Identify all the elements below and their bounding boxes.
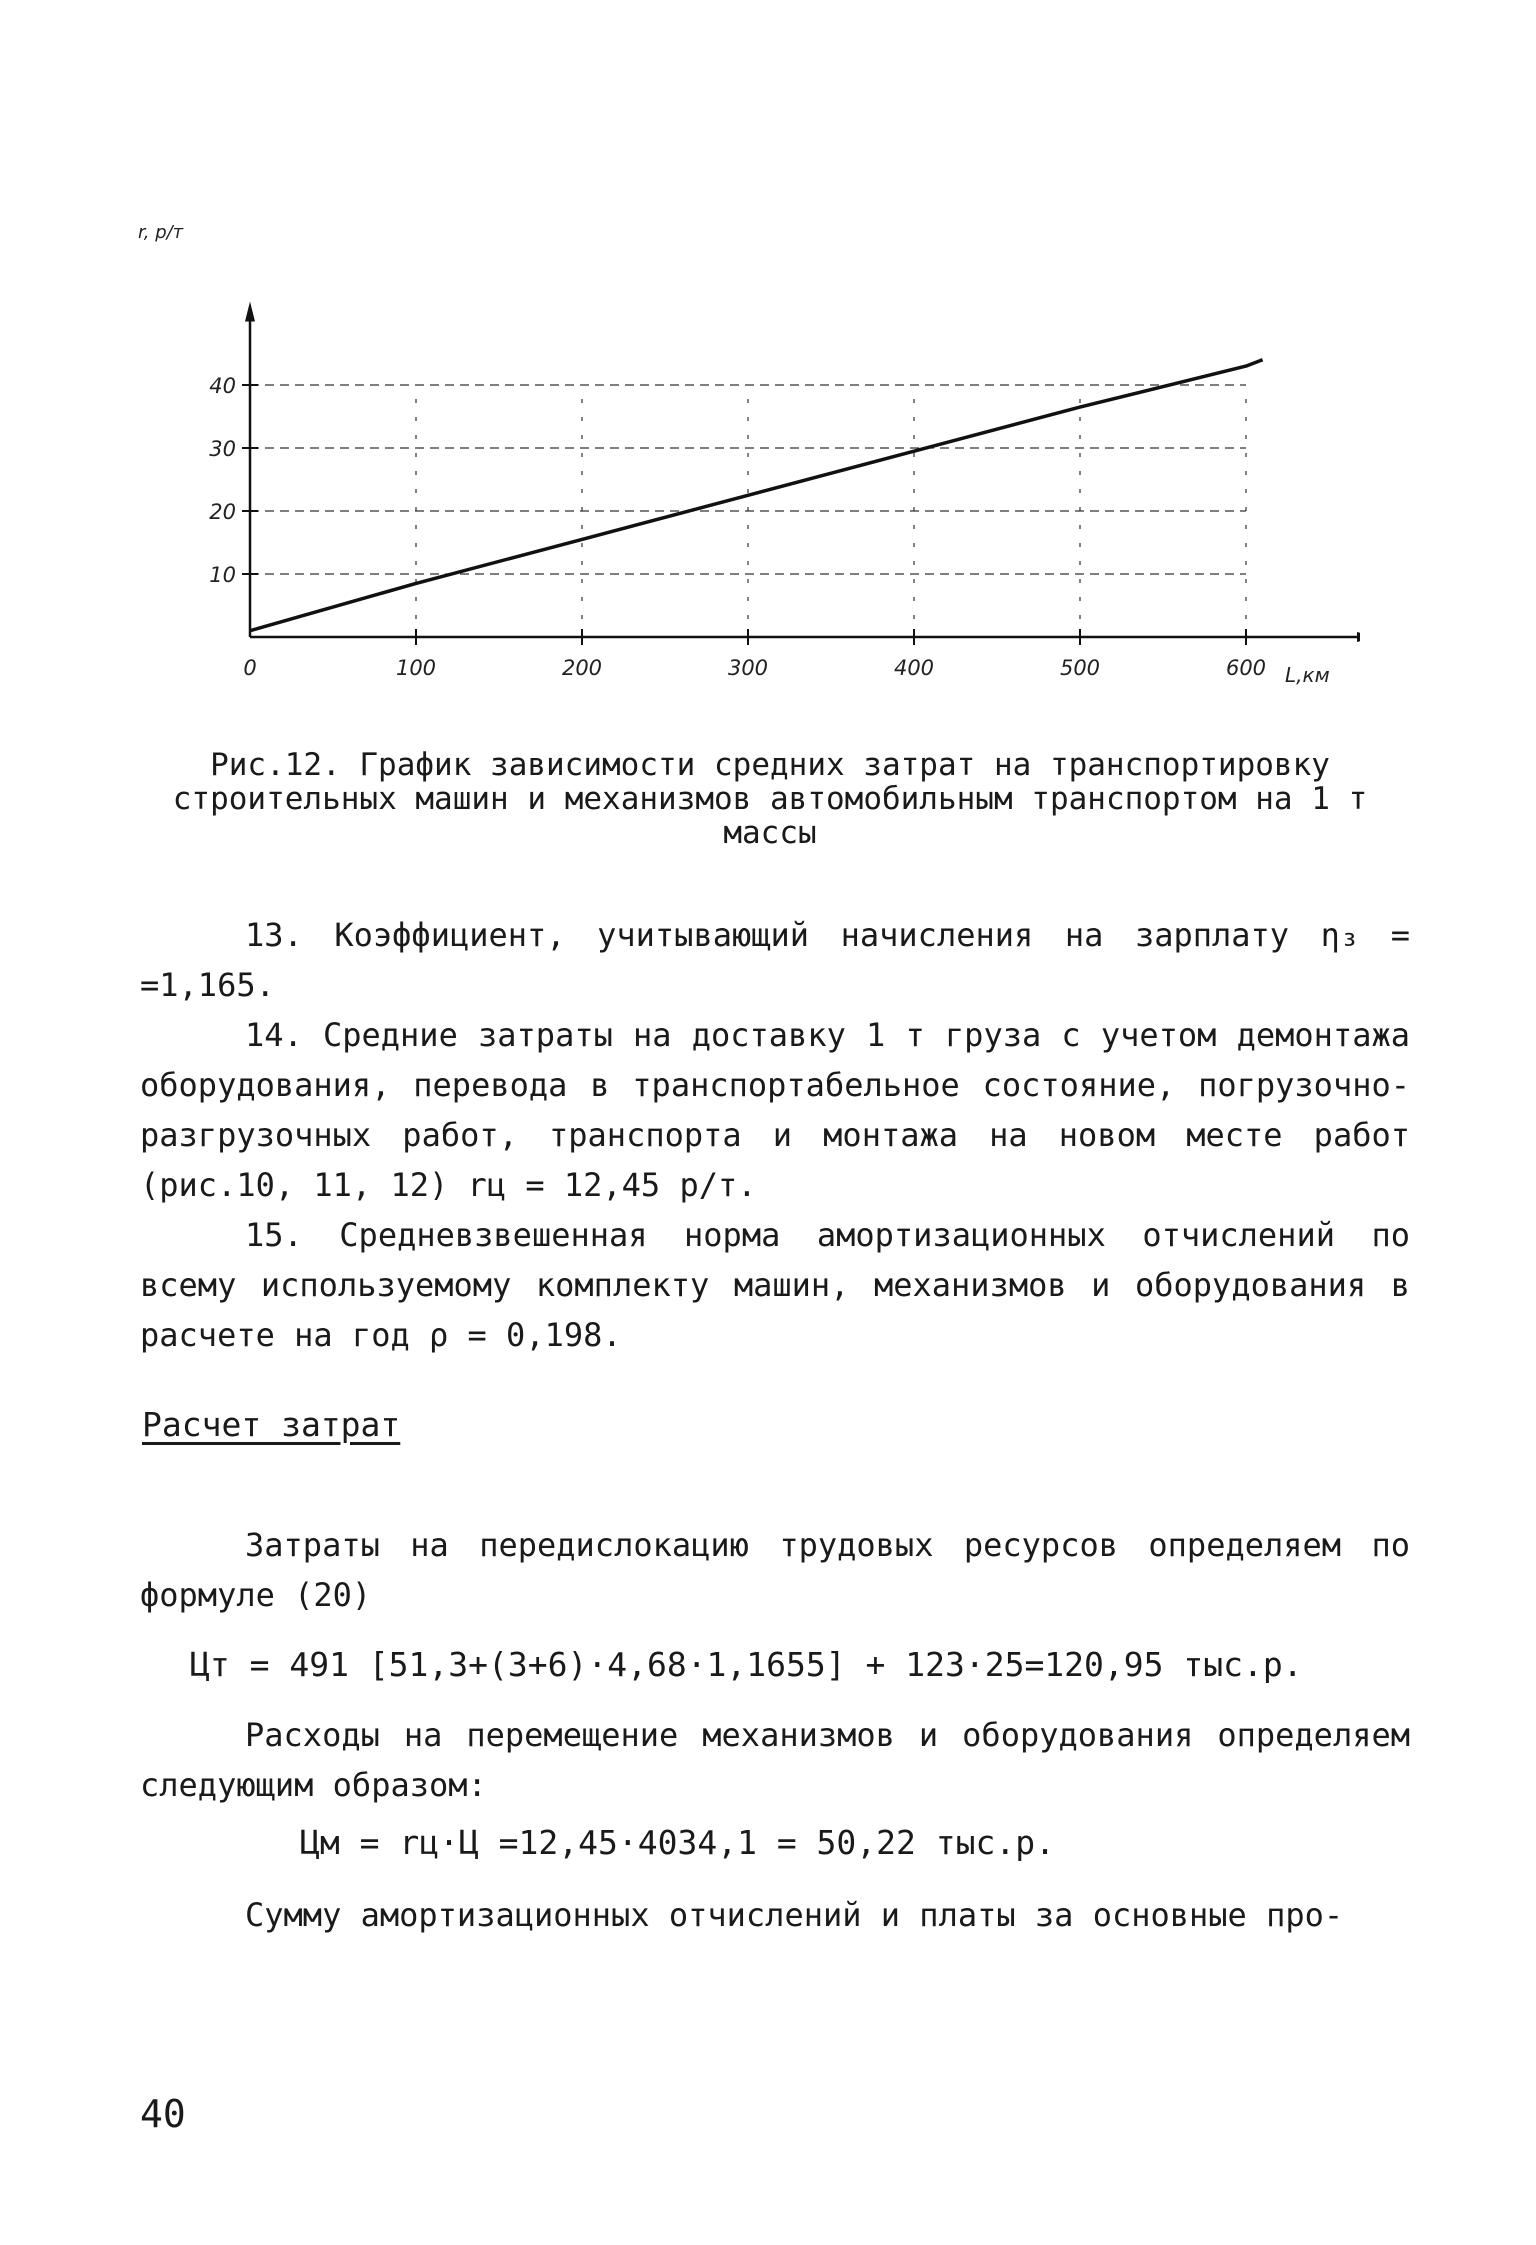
y-axis-arrow (245, 302, 255, 322)
costs-mechanisms-text: Расходы на перемещение механизмов и оборудования определяем следующим образом: (140, 1716, 1410, 1804)
formula-relocation: Цт = 491 [51,3+(3+6)·4,68·1,1655] + 123·25=120,95 тыс.р. (190, 1645, 1303, 1684)
chart-ticks (209, 374, 1266, 680)
param-15: 15. Средневзвешенная норма амортизационных отчислений по всему используемому комплекту машин, механизмов и оборудования в расчете на год ρ = 0,198. (140, 1216, 1410, 1354)
y-tick-label: 20 (209, 500, 236, 524)
chart-grid (250, 385, 1246, 637)
line-chart (120, 200, 1360, 700)
param-13: 13. Коэффициент, учитывающий начисления на зарплату η₃ = =1,165. (140, 916, 1410, 1004)
x-axis-label: L,км (1285, 663, 1330, 687)
y-tick-label: 40 (209, 374, 236, 398)
x-tick-label: 400 (893, 656, 935, 680)
costs-intro: Затраты на передислокацию трудовых ресурсов определяем по формуле (20) (140, 1526, 1410, 1614)
x-tick-label: 500 (1059, 656, 1101, 680)
x-tick-label: 0 (243, 656, 257, 680)
param-14: 14. Средние затраты на доставку 1 т груза с учетом демонтажа оборудования, перевода в транспортабельное состояние, погрузочно-разгрузочных работ, транспорта и монтажа на новом месте работ (рис.10, 11, 12) rц = 12,45 р/т. (140, 1016, 1410, 1204)
costs-amortization-text: Сумму амортизационных отчислений и платы за основные про- (245, 1896, 1344, 1934)
y-tick-label: 10 (209, 563, 236, 587)
x-axis-arrow (1357, 632, 1360, 642)
section-heading: Расчет затрат (142, 1405, 401, 1444)
chart-axes (245, 302, 1360, 643)
page-number: 40 (140, 2092, 186, 2136)
x-tick-label: 300 (727, 656, 769, 680)
y-axis-label: r, р/т (138, 222, 184, 243)
chart-series (250, 360, 1263, 631)
formula-mechanisms: Цм = rц·Ц =12,45·4034,1 = 50,22 тыс.р. (300, 1823, 1055, 1862)
x-tick-label: 600 (1225, 656, 1267, 680)
series-line (250, 360, 1263, 631)
figure-caption: Рис.12. График зависимости средних затрат на транспортировку строительных машин и механизмов автомобильным транспортом на 1 т массы (172, 747, 1368, 851)
x-tick-label: 100 (395, 656, 437, 680)
y-tick-label: 30 (209, 437, 236, 461)
x-tick-label: 200 (561, 656, 603, 680)
